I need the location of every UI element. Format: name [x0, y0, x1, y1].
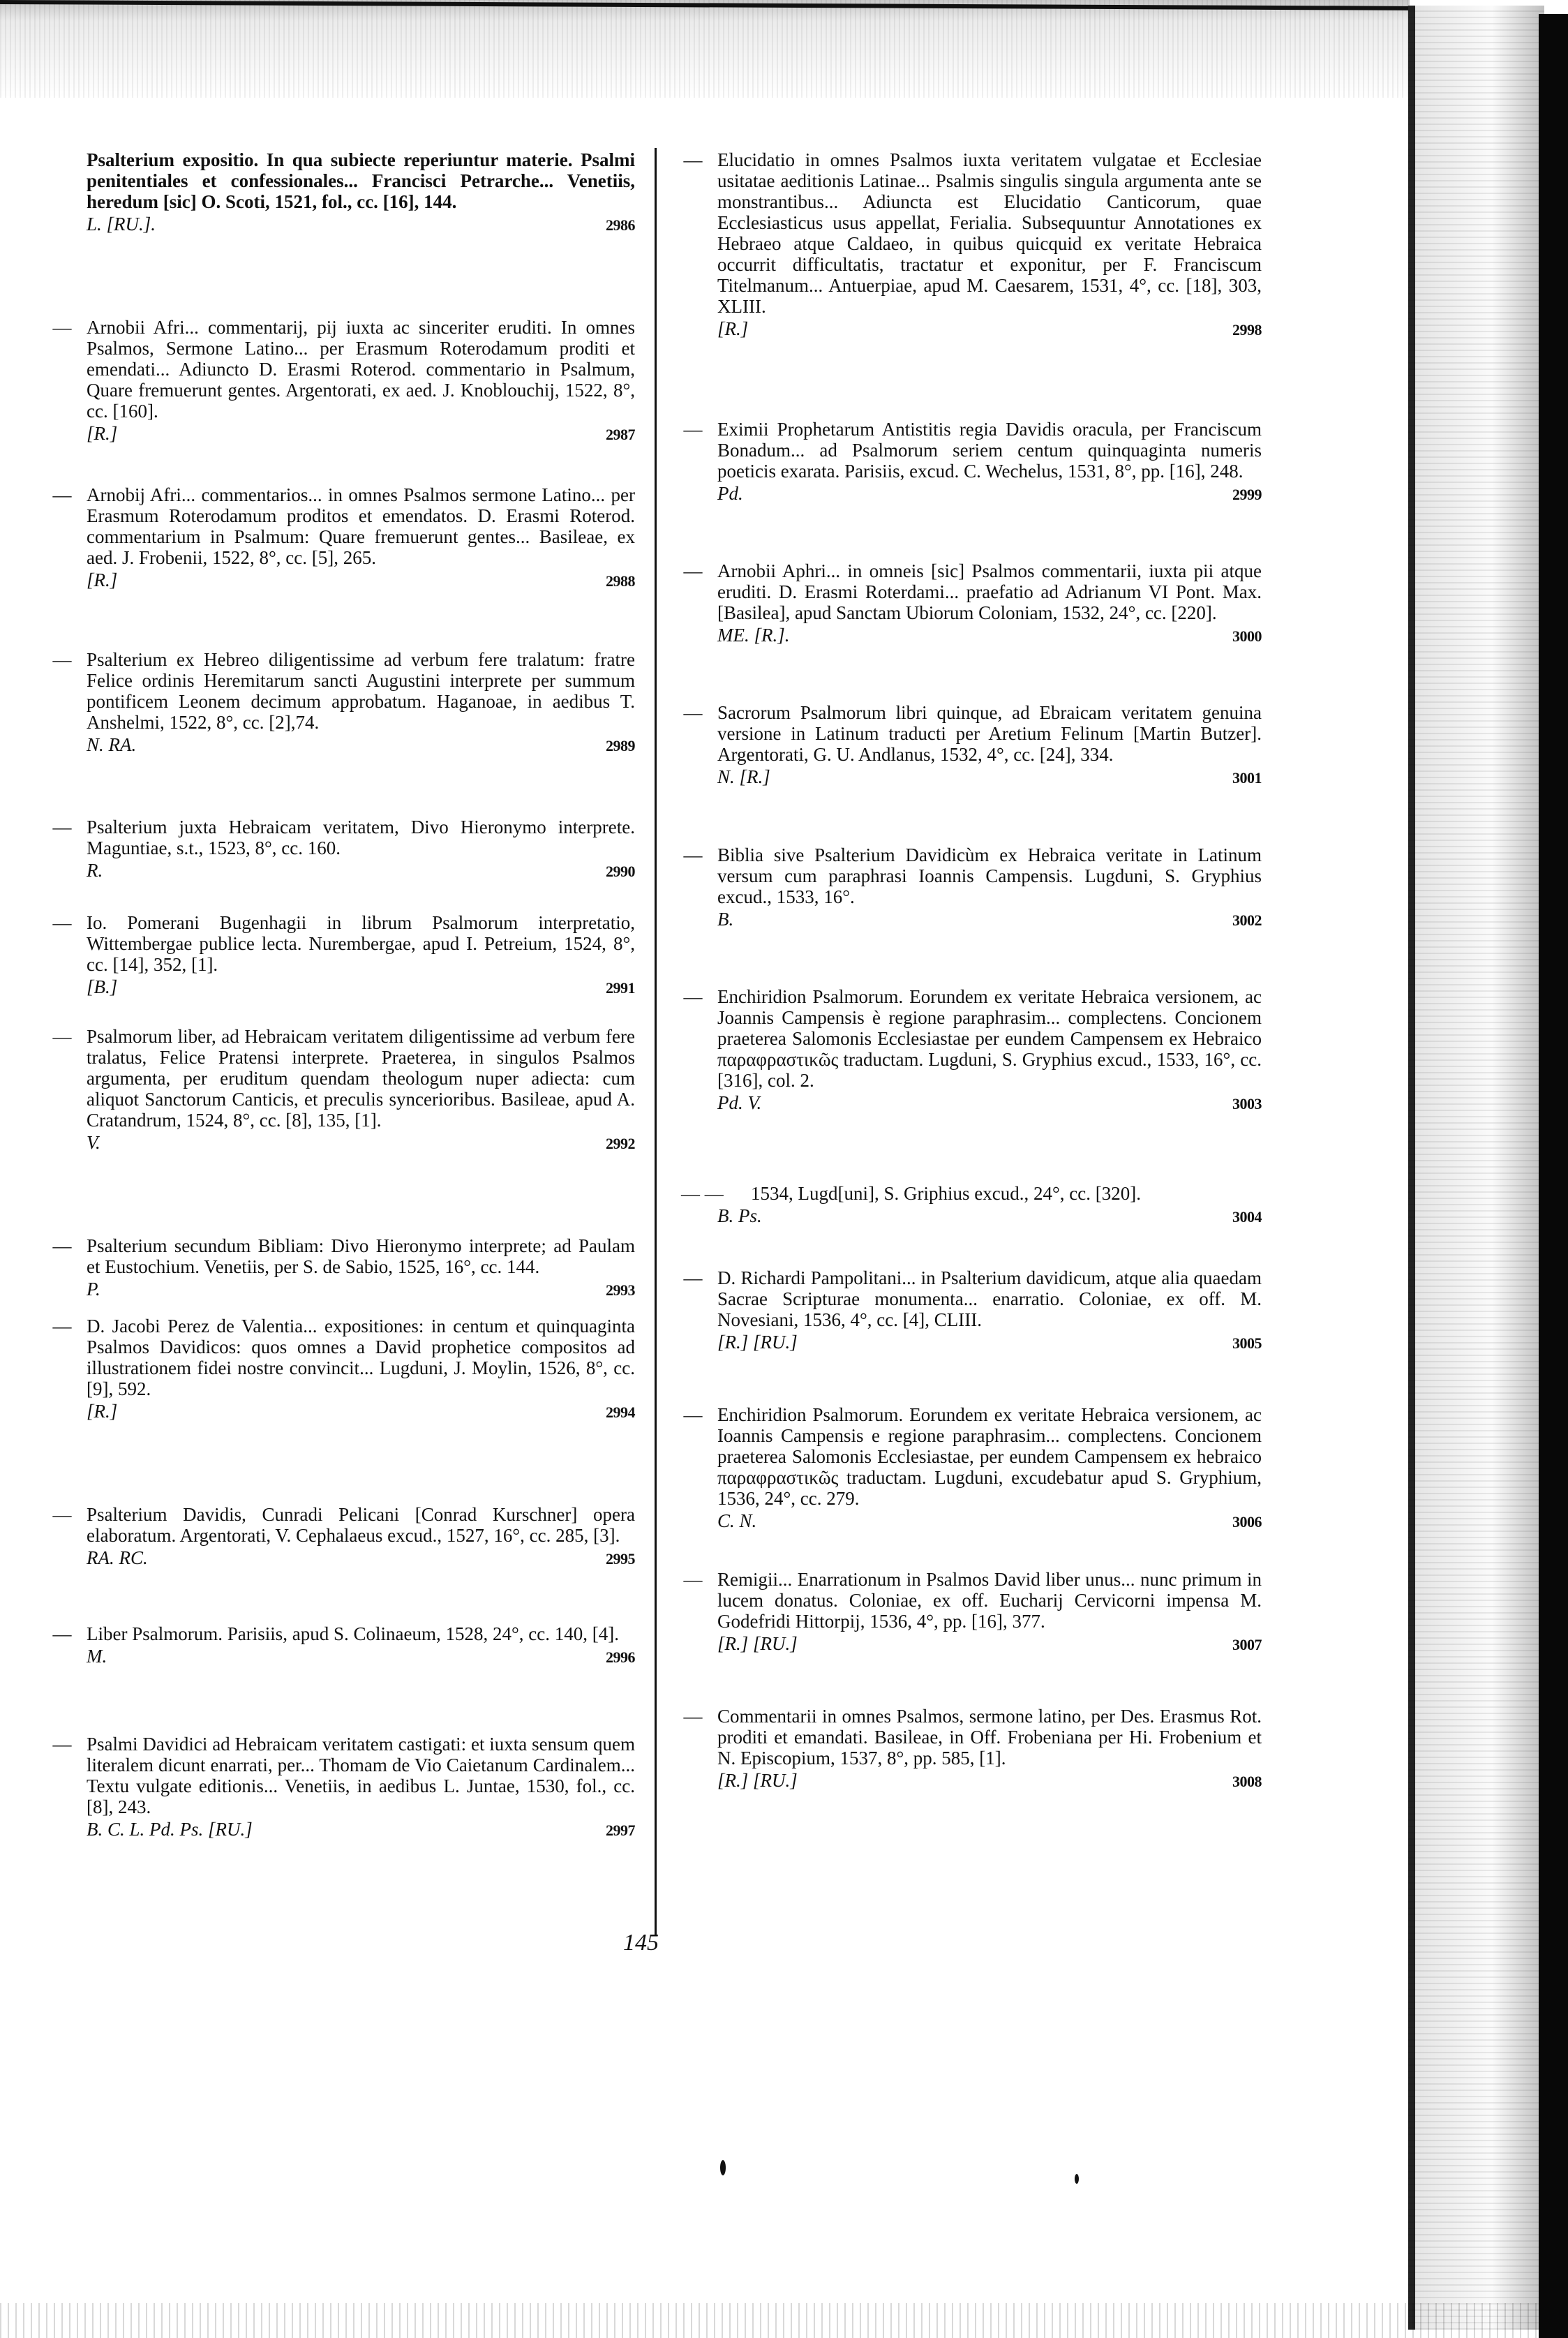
- entry-footer: [87, 860, 635, 882]
- entry-dash: —: [683, 419, 703, 440]
- entry-text: Io. Pomerani Bugenhagii in librum Psalmorum interpretatio, Wittembergae publice lecta. Nurembergae, apud I. Petreium, 1524, 8°, cc. [14], 352, [1].: [87, 912, 635, 975]
- entry-dash: — —: [681, 1183, 724, 1204]
- entry-text: Remigii... Enarrationum in Psalmos David liber unus... nunc primum in lucem donatus. Coloniae, ex off. Eucharij Cervicorni impensa M. Godefridi Hittorpij, 1536, 4°, pp. [16], 377.: [717, 1569, 1262, 1632]
- entry-dash: —: [52, 1504, 72, 1525]
- entry-text: Psalterium Davidis, Cunradi Pelicani [Conrad Kurschner] opera elaboratum. Argentorati, V. Cephalaeus excud., 1527, 16°, cc. 285, [3].: [87, 1504, 635, 1546]
- entry-text: D. Jacobi Perez de Valentia... expositiones: in centum et quinquaginta Psalmos Davidicos: quos omnes a David prophetice compositos ad illustrationem fidei nostre convincit... Lugduni, J. Moylin, 1526, 8°, cc. [9], 592.: [87, 1316, 635, 1399]
- entry-text: Enchiridion Psalmorum. Eorundem ex veritate Hebraica versionem, ac Joannis Campensis è regione paraphrasim... complectens. Concionem praeterea Salomonis Ecclesiastae per eundem Campensem ex Hebraico παραφραστικῶς traductam. Lugduni, S. Gryphius excud., 1533, 16°, cc. [316], col. 2.: [717, 986, 1262, 1091]
- entry-number: 2996: [606, 1648, 635, 1666]
- entry-dash: —: [683, 986, 703, 1007]
- entry-number: 3007: [1232, 1636, 1262, 1653]
- bibliography-entry: [683, 986, 1262, 1115]
- entry-library-sigla: [R.] [RU.]: [717, 1332, 798, 1353]
- bibliography-entry: [52, 1504, 635, 1570]
- entry-number: 3002: [1232, 911, 1262, 929]
- entry-library-sigla: B.: [717, 909, 734, 930]
- entry-dash: —: [52, 1623, 72, 1644]
- entry-footer: [717, 1092, 1262, 1115]
- entry-dash: —: [683, 844, 703, 865]
- entry-footer: [87, 1279, 635, 1301]
- entry-text: D. Richardi Pampolitani... in Psalterium davidicum, atque alia quaedam Sacrae Scripturae monumenta... enarratio. Coloniae, ex off. M. Novesiani, 1536, 4°, cc. [4], CLIII.: [717, 1267, 1262, 1330]
- entry-dash: —: [52, 1316, 72, 1336]
- entry-footer: [87, 423, 635, 445]
- bibliography-entry: [683, 1267, 1262, 1354]
- entry-library-sigla: V.: [87, 1132, 100, 1153]
- entry-footer: [87, 214, 635, 236]
- entry-text: Psalterium expositio. In qua subiecte reperiuntur materie. Psalmi penitentiales et confessionales... Francisci Petrarche... Venetiis, heredum [sic] O. Scoti, 1521, fol., cc. [16], 144.: [87, 149, 635, 212]
- entry-number: 2991: [606, 979, 635, 997]
- entry-library-sigla: R.: [87, 860, 103, 881]
- entry-text: Commentarii in omnes Psalmos, sermone latino, per Des. Erasmus Rot. proditi et emandati. Basileae, in Off. Frobeniana per Hi. Frobenium et N. Episcopium, 1537, 8°, pp. 585, [1].: [717, 1706, 1262, 1769]
- entry-text: Psalterium juxta Hebraicam veritatem, Divo Hieronymo interprete. Maguntiae, s.t., 1523, 8°, cc. 160.: [87, 817, 635, 858]
- bibliography-entry: [52, 817, 635, 882]
- entry-library-sigla: B. C. L. Pd. Ps. [RU.]: [87, 1819, 253, 1840]
- bibliography-entry: [52, 1026, 635, 1154]
- entry-number: 2990: [606, 863, 635, 880]
- scan-top-shadow: [0, 0, 1410, 98]
- entry-dash: —: [52, 1734, 72, 1755]
- entry-number: 2998: [1232, 321, 1262, 338]
- entry-library-sigla: [R.] [RU.]: [717, 1770, 798, 1791]
- entry-footer: [717, 909, 1262, 931]
- entry-footer: [717, 318, 1262, 341]
- entry-number: 3008: [1232, 1773, 1262, 1790]
- entry-number: 2986: [606, 216, 635, 234]
- column-divider: [655, 148, 657, 1935]
- entry-footer: [717, 483, 1262, 505]
- entry-dash: —: [52, 1026, 72, 1047]
- entry-text: Elucidatio in omnes Psalmos iuxta veritatem vulgatae et Ecclesiae usitatae aeditionis Latinae... Psalmis singulis singula argumenta ante se monstrantibus... Adiuncta est Elucidatio Canticorum, quae Ecclesiasticus usus appellat, Ferialia. Subsequuntur Annotationes ex Hebraeo atque Caldaeo, in quibus quicquid ex veritate Hebraica occurrit difficultatis, tractatur et exponitur, per F. Franciscum Titelmanum... Antuerpiae, apud M. Caesarem, 1531, 4°, cc. [18], 303, XLIII.: [717, 149, 1262, 317]
- entry-number: 2988: [606, 572, 635, 590]
- entry-number: 2997: [606, 1822, 635, 1839]
- scan-bottom-noise: [0, 2303, 1539, 2338]
- bibliography-entry: [52, 1316, 635, 1423]
- entry-text: Biblia sive Psalterium Davidicùm ex Hebraica veritate in Latinum versum cum paraphrasi Ioannis Campensis. Lugduni, S. Gryphius excud., 1533, 16°.: [717, 844, 1262, 907]
- entry-dash: —: [52, 1235, 72, 1256]
- entry-number: 2995: [606, 1550, 635, 1568]
- entry-number: 2999: [1232, 486, 1262, 503]
- entry-footer: [717, 1205, 1262, 1228]
- entry-library-sigla: N. [R.]: [717, 766, 770, 787]
- entry-footer: [717, 625, 1262, 647]
- bibliography-entry: [52, 317, 635, 445]
- entry-number: 3006: [1232, 1513, 1262, 1531]
- entry-dash: —: [683, 1569, 703, 1590]
- entry-dash: —: [52, 317, 72, 338]
- entry-dash: —: [52, 912, 72, 933]
- entry-footer: [87, 1401, 635, 1423]
- bibliography-entry: [52, 1734, 635, 1841]
- entry-footer: [717, 1510, 1262, 1533]
- entry-library-sigla: [B.]: [87, 976, 118, 997]
- entry-text: Arnobii Aphri... in omneis [sic] Psalmos commentarii, iuxta pii atque eruditi. D. Erasmi Roterdami... praefatio ad Adrianum VI Pont. Max. [Basilea], apud Sanctam Ubiorum Coloniam, 1532, 24°, cc. [220].: [717, 560, 1262, 623]
- entry-library-sigla: C. N.: [717, 1510, 757, 1531]
- bibliography-entry: [683, 702, 1262, 789]
- entry-number: 3005: [1232, 1334, 1262, 1352]
- entry-number: 3004: [1232, 1208, 1262, 1226]
- entry-footer: [717, 1332, 1262, 1354]
- entry-footer: [717, 766, 1262, 789]
- entry-number: 3003: [1232, 1095, 1262, 1112]
- entry-library-sigla: L. [RU.].: [87, 214, 156, 234]
- bibliography-entry: [52, 1235, 635, 1301]
- bibliography-entry: [683, 1404, 1262, 1533]
- bibliography-entry: [52, 484, 635, 592]
- entry-text: Psalterium ex Hebreo diligentissime ad verbum fere tralatum: fratre Felice ordinis Heremitarum sancti Augustini interprete per summum pontificem Leonem decimum approbatum. Haganoae, in aedibus T. Anshelmi, 1522, 8°, cc. [2],74.: [87, 649, 635, 733]
- entry-text: 1534, Lugd[uni], S. Griphius excud., 24°, cc. [320].: [751, 1183, 1141, 1204]
- entry-text: Psalmi Davidici ad Hebraicam veritatem castigati: et iuxta sensum quem literalem dicunt enarrati, per... Thomam de Vio Caietanum Cardinalem... Textu vulgate editionis... Venetiis, in aedibus L. Juntae, 1530, fol., cc. [8], 243.: [87, 1734, 635, 1817]
- ink-speck: [1075, 2174, 1079, 2184]
- entry-footer: [87, 1646, 635, 1668]
- entry-text: Enchiridion Psalmorum. Eorundem ex veritate Hebraica versionem, ac Ioannis Campensis e regione paraphrasim... complectens. Concionem praeterea Salomonis Ecclesiastae, per eundem Campensem ex hebraico παραφραστικῶς traductam. Lugduni, excudebatur apud S. Gryphium, 1536, 24°, cc. 279.: [717, 1404, 1262, 1509]
- entry-dash: —: [683, 1404, 703, 1425]
- entry-library-sigla: ME. [R.].: [717, 625, 790, 646]
- entry-footer: [87, 734, 635, 757]
- entry-library-sigla: [R.]: [717, 318, 749, 339]
- entry-number: 2992: [606, 1135, 635, 1152]
- bibliography-entry: [52, 649, 635, 757]
- entry-number: 3000: [1232, 627, 1262, 645]
- entry-library-sigla: [R.]: [87, 423, 118, 444]
- bibliography-entry: [52, 1623, 635, 1668]
- entry-library-sigla: [R.]: [87, 569, 118, 590]
- page-number: 145: [623, 1930, 659, 1956]
- entry-library-sigla: B. Ps.: [717, 1205, 762, 1226]
- entry-footer: [87, 1547, 635, 1570]
- entry-library-sigla: M.: [87, 1646, 107, 1667]
- bibliography-entry: [52, 912, 635, 999]
- entry-number: 2994: [606, 1403, 635, 1421]
- entry-dash: —: [52, 484, 72, 505]
- entry-library-sigla: [R.]: [87, 1401, 118, 1422]
- entry-footer: [717, 1770, 1262, 1792]
- entry-footer: [87, 976, 635, 999]
- bibliography-entry: [681, 1183, 1262, 1228]
- entry-dash: —: [683, 1706, 703, 1727]
- entry-dash: —: [683, 560, 703, 581]
- bibliography-entry: [683, 419, 1262, 505]
- entry-dash: —: [52, 649, 72, 670]
- bibliography-entry: [683, 844, 1262, 931]
- entry-text: Psalmorum liber, ad Hebraicam veritatem diligentissime ad verbum fere tralatus, Felice Pratensi interprete. Praeterea, in singulos Psalmos argumenta, per eruditum quendam theologum nuper adiecta: cum aliquot Sanctorum Canticis, et preculis syncerioribus. Basileae, apud A. Cratandrum, 1524, 8°, cc. [8], 135, [1].: [87, 1026, 635, 1131]
- entry-dash: —: [683, 702, 703, 723]
- bibliography-entry: [683, 1569, 1262, 1655]
- bibliography-entry: [683, 149, 1262, 341]
- ink-speck: [720, 2160, 726, 2175]
- entry-library-sigla: Pd.: [717, 483, 743, 504]
- entry-text: Psalterium secundum Bibliam: Divo Hieronymo interprete; ad Paulam et Eustochium. Venetiis, per S. de Sabio, 1525, 16°, cc. 144.: [87, 1235, 635, 1277]
- bibliography-entry: [683, 560, 1262, 647]
- bibliography-entry: [87, 149, 635, 236]
- entry-library-sigla: P.: [87, 1279, 100, 1300]
- entry-library-sigla: Pd. V.: [717, 1092, 762, 1113]
- entry-library-sigla: [R.] [RU.]: [717, 1633, 798, 1654]
- entry-text: Liber Psalmorum. Parisiis, apud S. Colinaeum, 1528, 24°, cc. 140, [4].: [87, 1623, 619, 1644]
- scan-right-edge: [1539, 14, 1568, 2338]
- entry-number: 2987: [606, 426, 635, 443]
- entry-footer: [717, 1633, 1262, 1655]
- entry-footer: [87, 569, 635, 592]
- entry-library-sigla: N. RA.: [87, 734, 137, 755]
- entry-number: 2993: [606, 1281, 635, 1299]
- entry-text: Arnobij Afri... commentarios... in omnes Psalmos sermone Latino... per Erasmum Roterodamum proditos et emendatos. D. Erasmi Roterod. commentarium in Psalmum: Quare fremuerunt gentes... Basileae, ex aed. J. Frobenii, 1522, 8°, cc. [5], 265.: [87, 484, 635, 568]
- entry-footer: [87, 1819, 635, 1841]
- scan-right-margin: [1408, 6, 1544, 2330]
- entry-dash: —: [683, 1267, 703, 1288]
- entry-text: Arnobii Afri... commentarij, pij iuxta ac sinceriter eruditi. In omnes Psalmos, Sermone Latino... per Erasmum Roterodamum proditi et emendati... Adiuncto D. Erasmi Roterod. commentario in Psalmum, Quare fremuerunt gentes. Argentorati, ex aed. J. Knoblouchij, 1522, 8°, cc. [160].: [87, 317, 635, 422]
- entry-number: 3001: [1232, 769, 1262, 787]
- entry-dash: —: [683, 149, 703, 170]
- entry-number: 2989: [606, 737, 635, 754]
- entry-library-sigla: RA. RC.: [87, 1547, 148, 1568]
- bibliography-entry: [683, 1706, 1262, 1792]
- entry-dash: —: [52, 817, 72, 837]
- entry-text: Eximii Prophetarum Antistitis regia Davidis oracula, per Franciscum Bonadum... ad Psalmorum seriem centum quinquaginta numeris poeticis exarata. Parisiis, excud. C. Wechelus, 1531, 8°, pp. [16], 248.: [717, 419, 1262, 482]
- entry-text: Sacrorum Psalmorum libri quinque, ad Ebraicam veritatem genuina versione in Latinum traducti per Aretium Felinum [Martin Butzer]. Argentorati, G. U. Andlanus, 1532, 4°, cc. [24], 334.: [717, 702, 1262, 765]
- entry-footer: [87, 1132, 635, 1154]
